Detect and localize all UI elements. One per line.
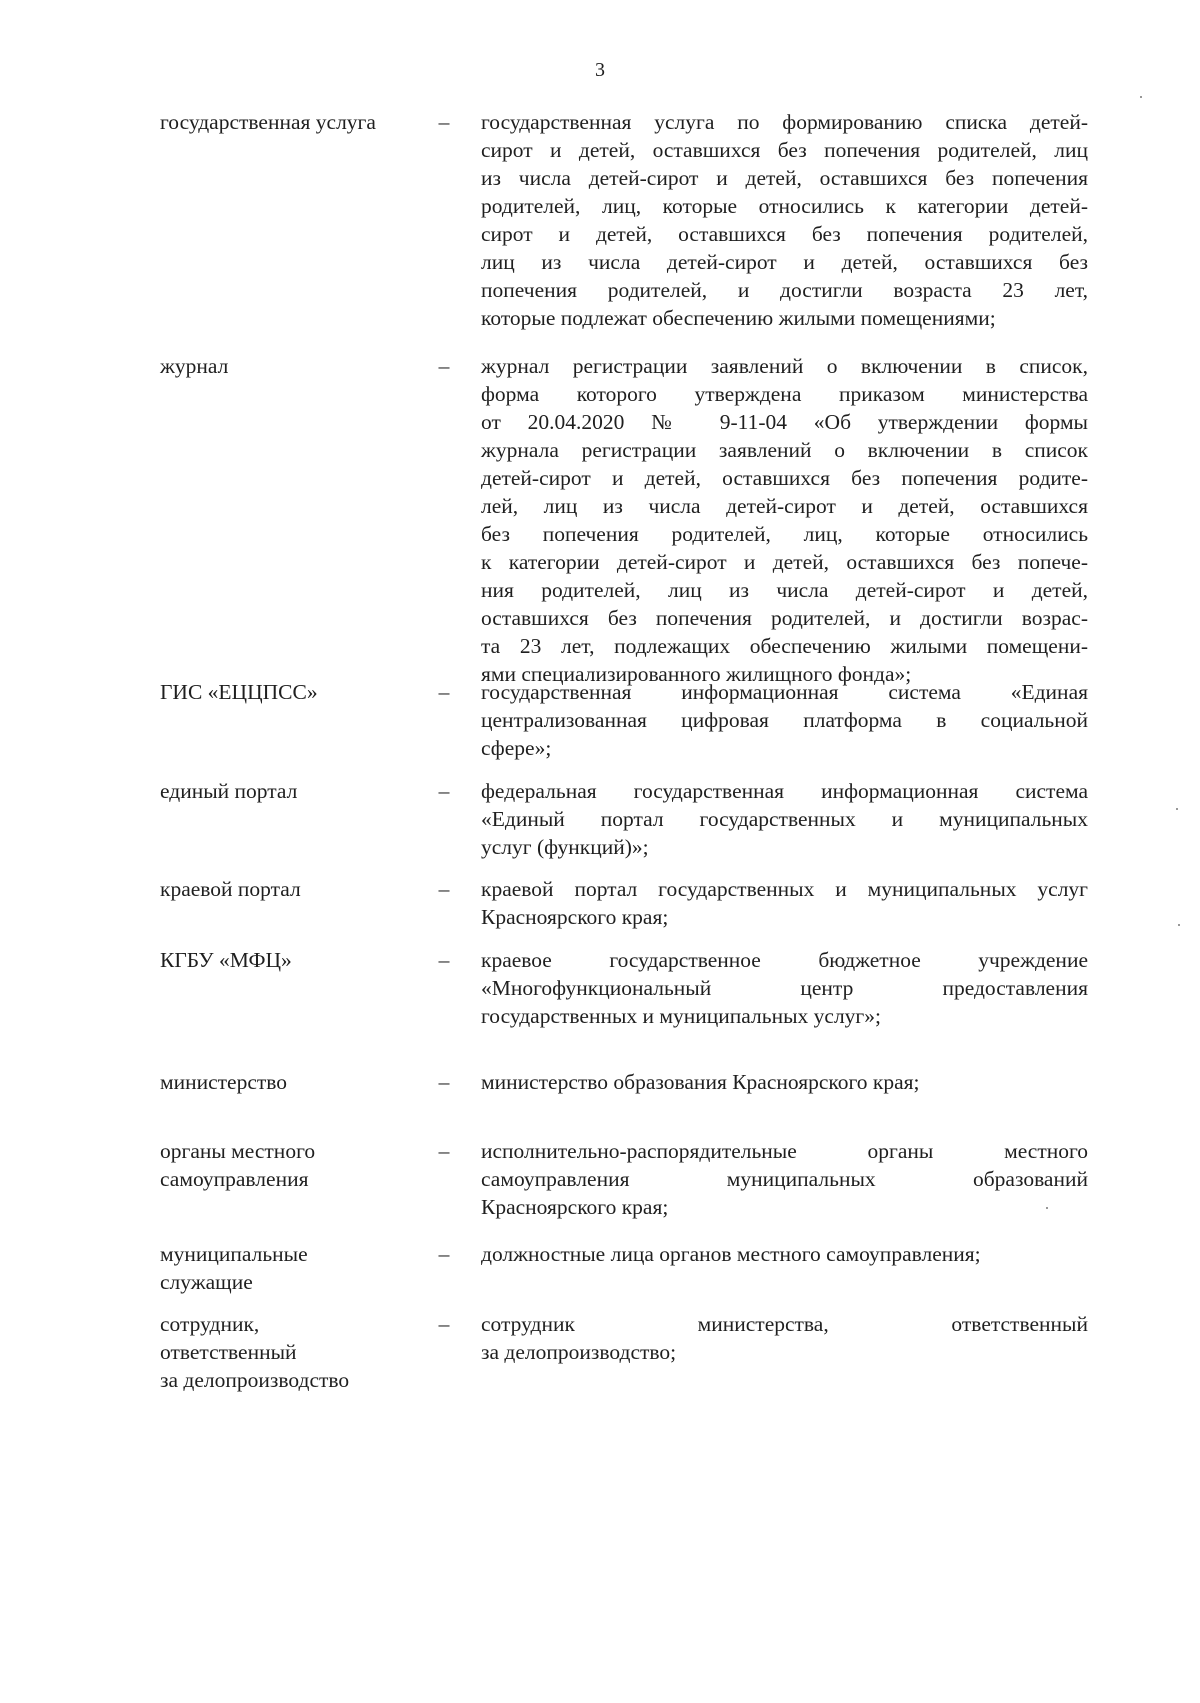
description-line: родителей, лиц, которые относились к категории детей-: [481, 194, 1088, 218]
description-line: детей-сирот и детей, оставшихся без попечения родите-: [481, 466, 1088, 490]
description-line: сфере»;: [481, 736, 552, 760]
description-line: без попечения родителей, лиц, которые относились: [481, 522, 1088, 546]
term-line: ответственный: [160, 1340, 297, 1364]
description-line: государственная услуга по формированию списка детей-: [481, 110, 1088, 134]
definition-dash: –: [438, 877, 450, 901]
term-line: КГБУ «МФЦ»: [160, 948, 292, 972]
scan-speck: [1178, 924, 1180, 926]
scan-speck: [1140, 96, 1142, 98]
definition-description: [481, 1240, 1088, 1268]
definition-dash: –: [438, 354, 450, 378]
description-line: Красноярского края;: [481, 1195, 669, 1219]
definition-dash: –: [438, 680, 450, 704]
term-line: журнал: [160, 354, 229, 378]
page-number: 3: [595, 59, 605, 81]
term-line: муниципальные: [160, 1242, 308, 1266]
description-line: журнал регистрации заявлений о включении в список,: [481, 354, 1088, 378]
description-line: сотрудник министерства, ответственный: [481, 1312, 1088, 1336]
definition-term: [160, 946, 420, 974]
definition-term: [160, 1240, 420, 1296]
definition-dash: –: [438, 1070, 450, 1094]
description-line: федеральная государственная информационная система: [481, 779, 1088, 803]
description-line: министерство образования Красноярского края;: [481, 1070, 920, 1094]
description-line: «Единый портал государственных и муниципальных: [481, 807, 1088, 831]
definition-dash: –: [438, 1139, 450, 1163]
description-line: централизованная цифровая платформа в социальной: [481, 708, 1088, 732]
definition-term: [160, 352, 420, 380]
term-line: единый портал: [160, 779, 298, 803]
term-line: служащие: [160, 1270, 253, 1294]
definition-description: [481, 946, 1088, 1030]
description-line: должностные лица органов местного самоуправления;: [481, 1242, 981, 1266]
definition-dash: –: [438, 110, 450, 134]
definition-description: [481, 108, 1088, 332]
description-line: краевое государственное бюджетное учреждение: [481, 948, 1088, 972]
description-line: сирот и детей, оставшихся без попечения родителей, лиц: [481, 138, 1088, 162]
description-line: самоуправления муниципальных образований: [481, 1167, 1088, 1191]
term-line: государственная услуга: [160, 110, 376, 134]
definition-term: [160, 108, 420, 136]
description-line: государственных и муниципальных услуг»;: [481, 1004, 881, 1028]
term-line: сотрудник,: [160, 1312, 260, 1336]
description-line: та 23 лет, подлежащих обеспечению жилыми помещени-: [481, 634, 1088, 658]
scan-speck: [1046, 1207, 1048, 1209]
definition-description: [481, 1310, 1088, 1366]
description-line: услуг (функций)»;: [481, 835, 649, 859]
definition-term: [160, 678, 420, 706]
description-line: Красноярского края;: [481, 905, 669, 929]
term-line: органы местного: [160, 1139, 316, 1163]
description-line: лиц из числа детей-сирот и детей, оставшихся без: [481, 250, 1088, 274]
term-line: самоуправления: [160, 1167, 309, 1191]
definition-dash: –: [438, 1312, 450, 1336]
definition-description: [481, 1137, 1088, 1221]
definition-term: [160, 1310, 420, 1394]
scan-speck: [1176, 808, 1178, 810]
description-line: ния родителей, лиц из числа детей-сирот и детей,: [481, 578, 1088, 602]
definition-description: [481, 1068, 1088, 1096]
description-line: попечения родителей, и достигли возраста 23 лет,: [481, 278, 1088, 302]
definition-description: [481, 777, 1088, 861]
description-line: от 20.04.2020 № 9-11-04 «Об утверждении формы: [481, 410, 1088, 434]
description-line: оставшихся без попечения родителей, и достигли возрас-: [481, 606, 1088, 630]
definition-term: [160, 1137, 420, 1193]
term-line: за делопроизводство: [160, 1368, 350, 1392]
description-line: лей, лиц из числа детей-сирот и детей, оставшихся: [481, 494, 1088, 518]
definition-dash: –: [438, 1242, 450, 1266]
description-line: «Многофункциональный центр предоставления: [481, 976, 1088, 1000]
description-line: из числа детей-сирот и детей, оставшихся без попечения: [481, 166, 1088, 190]
description-line: исполнительно-распорядительные органы местного: [481, 1139, 1088, 1163]
description-line: журнала регистрации заявлений о включении в список: [481, 438, 1088, 462]
definition-description: [481, 352, 1088, 688]
definition-term: [160, 777, 420, 805]
definition-term: [160, 1068, 420, 1096]
description-line: ями специализированного жилищного фонда»;: [481, 662, 912, 686]
description-line: к категории детей-сирот и детей, оставшихся без попече-: [481, 550, 1088, 574]
term-line: министерство: [160, 1070, 288, 1094]
definition-dash: –: [438, 779, 450, 803]
description-line: за делопроизводство;: [481, 1340, 677, 1364]
definition-description: [481, 875, 1088, 931]
description-line: сирот и детей, оставшихся без попечения родителей,: [481, 222, 1088, 246]
description-line: государственная информационная система «Единая: [481, 680, 1088, 704]
description-line: краевой портал государственных и муниципальных услуг: [481, 877, 1088, 901]
definition-description: [481, 678, 1088, 762]
description-line: которые подлежат обеспечению жилыми помещениями;: [481, 306, 996, 330]
definition-dash: –: [438, 948, 450, 972]
term-line: ГИС «ЕЦЦПСС»: [160, 680, 318, 704]
description-line: форма которого утверждена приказом министерства: [481, 382, 1088, 406]
term-line: краевой портал: [160, 877, 301, 901]
definition-term: [160, 875, 420, 903]
